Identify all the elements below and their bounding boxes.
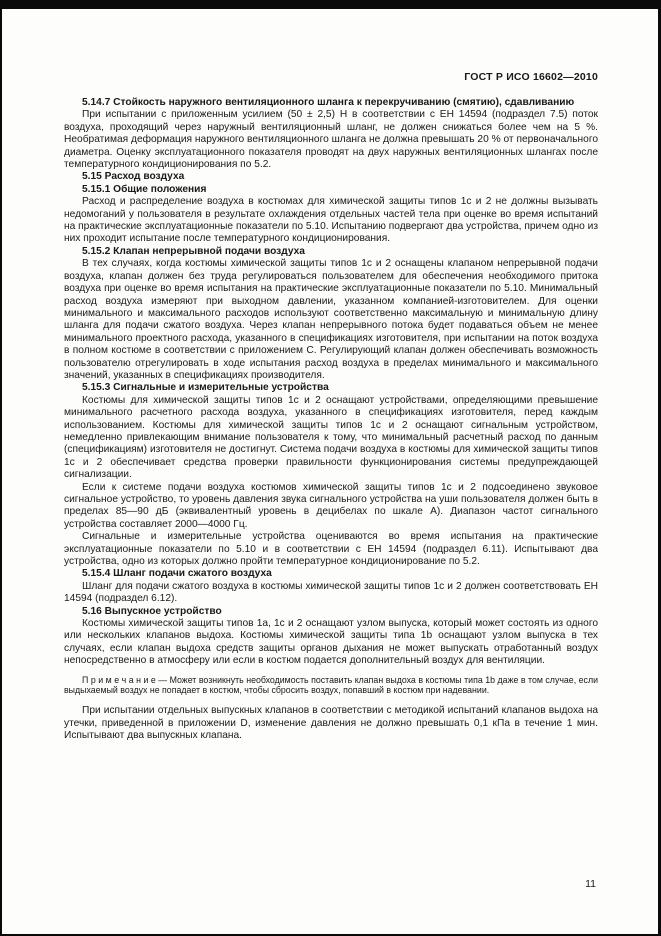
paragraph: Расход и распределение воздуха в костюмах для химической защиты типов 1с и 2 не должны вызывать недомоганий у пользователя в результате охлаждения отдельных частей тела при оценке во время испытаний на практические эксплуатационные показатели по 5.10. Испытанию подвергают два устройства, причем одно из них проходит испытание после температурного кондиционирования. — [64, 196, 598, 245]
document-header — [464, 71, 598, 83]
document-code: ГОСТ Р ИСО 16602—2010 — [464, 71, 598, 83]
note-paragraph: П р и м е ч а н и е — Может возникнуть необходимость поставить клапан выдоха в костюмы типа 1b даже в том случае, если выдыхаемый воздух не попадает в костюм, чтобы сбросить воздух, попавший в костюм при надевании. — [64, 674, 598, 696]
paragraph: При испытании отдельных выпускных клапанов в соответствии с методикой испытаний клапанов выдоха на утечки, приведенной в приложении D, изменение давления не должно превышать 0,1 кПа в течение 1 мин. Испытывают два выпускных клапана. — [64, 705, 598, 742]
section-heading-5-15-2: 5.15.2 Клапан непрерывной подачи воздуха — [82, 245, 305, 257]
page-number: 11 — [585, 878, 596, 890]
section-heading-5-15: 5.15 Расход воздуха — [82, 171, 185, 183]
paragraph: При испытании с приложенным усилием (50 ± 2,5) Н в соответствии с ЕН 14594 (подраздел 7.5) поток воздуха, проходящий через наружный вентиляционный шланг, не должен снижаться более чем на 5 %. Необратимая деформация наружного вентиляционного шланга не должна превышать 20 % от первоначального диаметра. Оценку эксплуатационного показателя проводят на двух наружных вентиляционных шлангах после температурного кондиционирования по 5.2. — [64, 109, 598, 171]
section-heading-5-15-4: 5.15.4 Шланг подачи сжатого воздуха — [82, 568, 272, 580]
document-body — [64, 97, 598, 743]
section-heading-5-14-7: 5.14.7 Стойкость наружного вентиляционного шланга к перекручиванию (смятию), сдавливанию — [82, 97, 575, 108]
paragraph: Сигнальные и измерительные устройства оцениваются во время испытания на практические эксплуатационные показатели по 5.10 и в соответствии с ЕН 14594 (подраздел 6.11). Испытывают два устройства, одно из которых должно пройти температурное кондиционирование по 5.2. — [64, 531, 598, 568]
section-heading-5-15-1: 5.15.1 Общие положения — [82, 183, 207, 195]
paragraph: В тех случаях, когда костюмы химической защиты типов 1с и 2 оснащены клапаном непрерывной подачи воздуха, клапан должен без труда регулироваться пользователем для обеспечения необходимого притока воздуха при оценке во время испытания на практические эксплуатационные показатели по 5.10. Минимальный расход воздуха измеряют при выходном давлении, указанном компанией-изготовителем. Для оценки минимального и максимального расходов используют соответственно максимальную и минимальную длину шланга для подачи сжатого воздуха. Через клапан непрерывного потока будет подаваться объем не менее минимального проектного расхода, указанного в спецификациях изготовителя, при испытании на поток воздуха в полном костюме в соответствии с приложением С. Регулирующий клапан должен обеспечивать возможность пользователю отрегулировать в ходе испытания расход воздуха в пределах минимального и максимального значений, указанных в спецификациях производителя. — [64, 258, 598, 381]
section-heading-5-16: 5.16 Выпускное устройство — [82, 605, 222, 617]
section-heading-5-15-3: 5.15.3 Сигнальные и измерительные устройства — [82, 382, 329, 394]
paragraph: Костюмы для химической защиты типов 1с и 2 оснащают устройствами, определяющими превышение минимального расчетного расхода воздуха, указанного в спецификациях изготовителя, перед каждым использованием. Костюмы для химической защиты типов 1с и 2 оснащают сигнальным устройством, немедленно привлекающим внимание пользователя к тому, что минимальный расчетный расход по данным (спецификациям) изготовителя не достигнут. Система подачи воздуха в костюмы для химической защиты типов 1с и 2 обеспечивает средства проверки правильности функционирования системы предупреждающей сигнализации. — [64, 394, 598, 481]
paragraph: Если к системе подачи воздуха костюмов химической защиты типов 1с и 2 подсоединено звуковое сигнальное устройство, то уровень давления звука сигнального устройства на уши пользователя должен быть в пределах 85—90 дБ (эквивалентный уровень в децибелах по шкале А). Диапазон частот сигнального устройства составляет 2000—4000 Гц. — [64, 481, 598, 530]
page-footer — [585, 878, 596, 890]
paragraph: Шланг для подачи сжатого воздуха в костюмы химической защиты типов 1с и 2 должен соответствовать ЕН 14594 (подраздел 6.12). — [64, 580, 598, 605]
paragraph: Костюмы химической защиты типов 1а, 1с и 2 оснащают узлом выпуска, который может состоять из одного или нескольких клапанов выдоха. Костюмы химической защиты типа 1b оснащают узлом выпуска в тех случаях, если клапан выдоха средств защиты органов дыхания не может выпускать отработанный воздух непосредственно в атмосферу или если в костюм подается дополнительный воздух для вентиляции. — [64, 618, 598, 667]
